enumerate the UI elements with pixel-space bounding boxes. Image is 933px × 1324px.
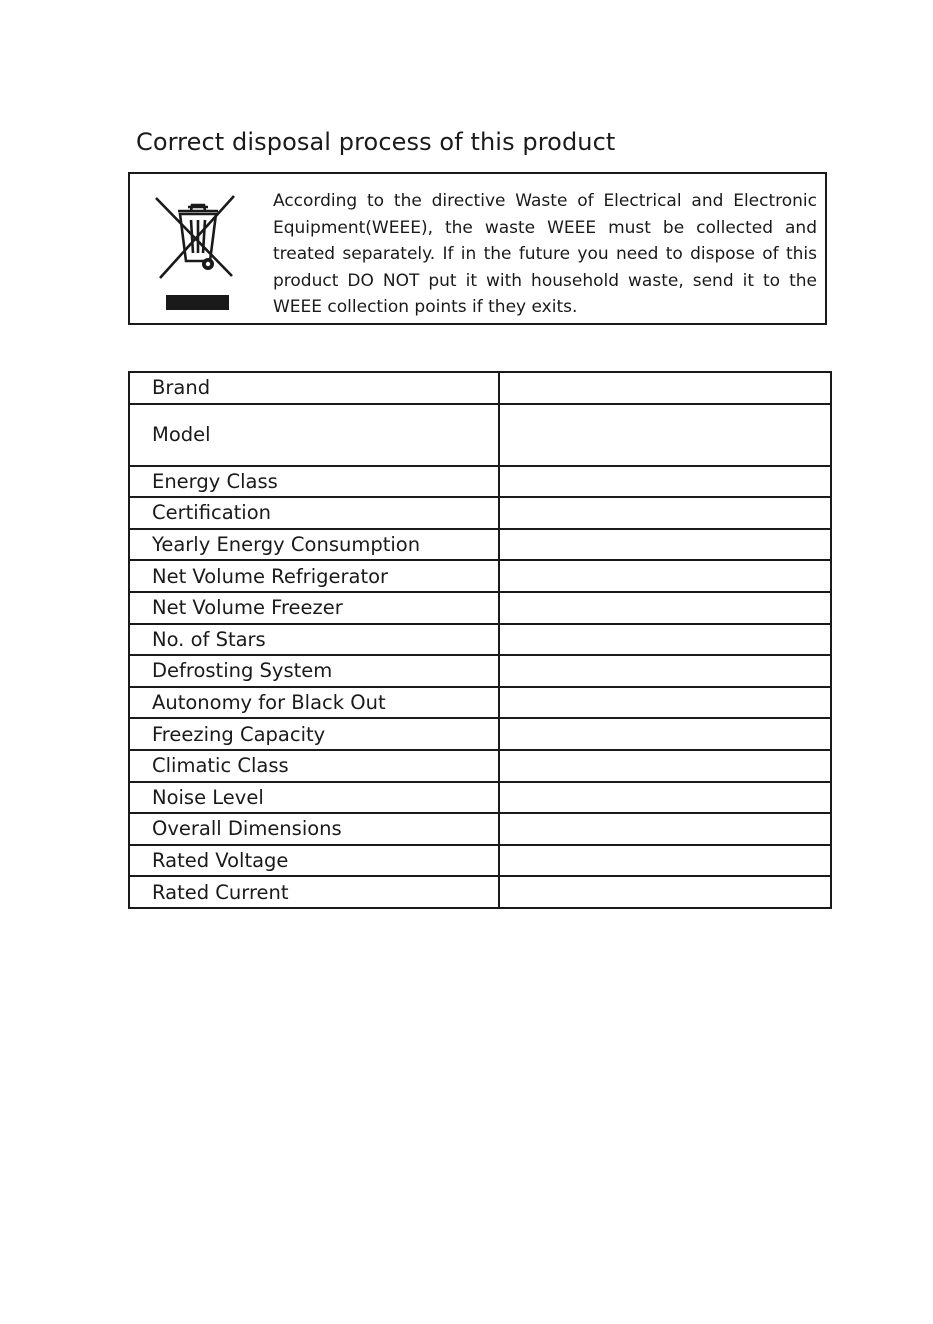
table-row	[129, 782, 831, 814]
table-row	[129, 497, 831, 529]
spec-label: Energy Class	[129, 466, 499, 498]
spec-label: Autonomy for Black Out	[129, 687, 499, 719]
spec-value	[499, 813, 831, 845]
spec-value	[499, 718, 831, 750]
spec-value	[499, 466, 831, 498]
spec-value	[499, 372, 831, 404]
spec-value	[499, 750, 831, 782]
spec-label: Net Volume Freezer	[129, 592, 499, 624]
table-row	[129, 813, 831, 845]
table-row	[129, 466, 831, 498]
spec-label: Rated Current	[129, 876, 499, 908]
spec-label: No. of Stars	[129, 624, 499, 656]
spec-label: Noise Level	[129, 782, 499, 814]
spec-value	[499, 845, 831, 877]
spec-value	[499, 782, 831, 814]
table-row	[129, 624, 831, 656]
spec-label: Defrosting System	[129, 655, 499, 687]
spec-value	[499, 876, 831, 908]
spec-value	[499, 624, 831, 656]
spec-value	[499, 404, 831, 466]
table-row	[129, 592, 831, 624]
spec-value	[499, 687, 831, 719]
spec-label: Brand	[129, 372, 499, 404]
table-row	[129, 750, 831, 782]
spec-label: Rated Voltage	[129, 845, 499, 877]
spec-value	[499, 529, 831, 561]
spec-label: Climatic Class	[129, 750, 499, 782]
page-title: Correct disposal process of this product	[136, 128, 616, 156]
spec-value	[499, 655, 831, 687]
spec-label: Freezing Capacity	[129, 718, 499, 750]
spec-value	[499, 497, 831, 529]
spec-label: Model	[129, 404, 499, 466]
spec-label: Certification	[129, 497, 499, 529]
table-row	[129, 560, 831, 592]
table-row	[129, 655, 831, 687]
product-spec-table	[128, 371, 832, 909]
table-row	[129, 404, 831, 466]
table-row	[129, 372, 831, 404]
table-row	[129, 718, 831, 750]
crossed-out-wheelie-bin-icon	[148, 190, 244, 315]
spec-label: Yearly Energy Consumption	[129, 529, 499, 561]
table-row	[129, 687, 831, 719]
weee-directive-text: According to the directive Waste of Electrical and Electronic Equipment(WEEE), the waste WEEE must be collected and treated separately. If in the future you need to dispose of this product DO NOT put it with household waste, send it to the WEEE collection points if they exits.	[273, 191, 817, 317]
spec-value	[499, 592, 831, 624]
table-row	[129, 845, 831, 877]
table-row	[129, 529, 831, 561]
spec-value	[499, 560, 831, 592]
spec-label: Net Volume Refrigerator	[129, 560, 499, 592]
table-row	[129, 876, 831, 908]
spec-label: Overall Dimensions	[129, 813, 499, 845]
